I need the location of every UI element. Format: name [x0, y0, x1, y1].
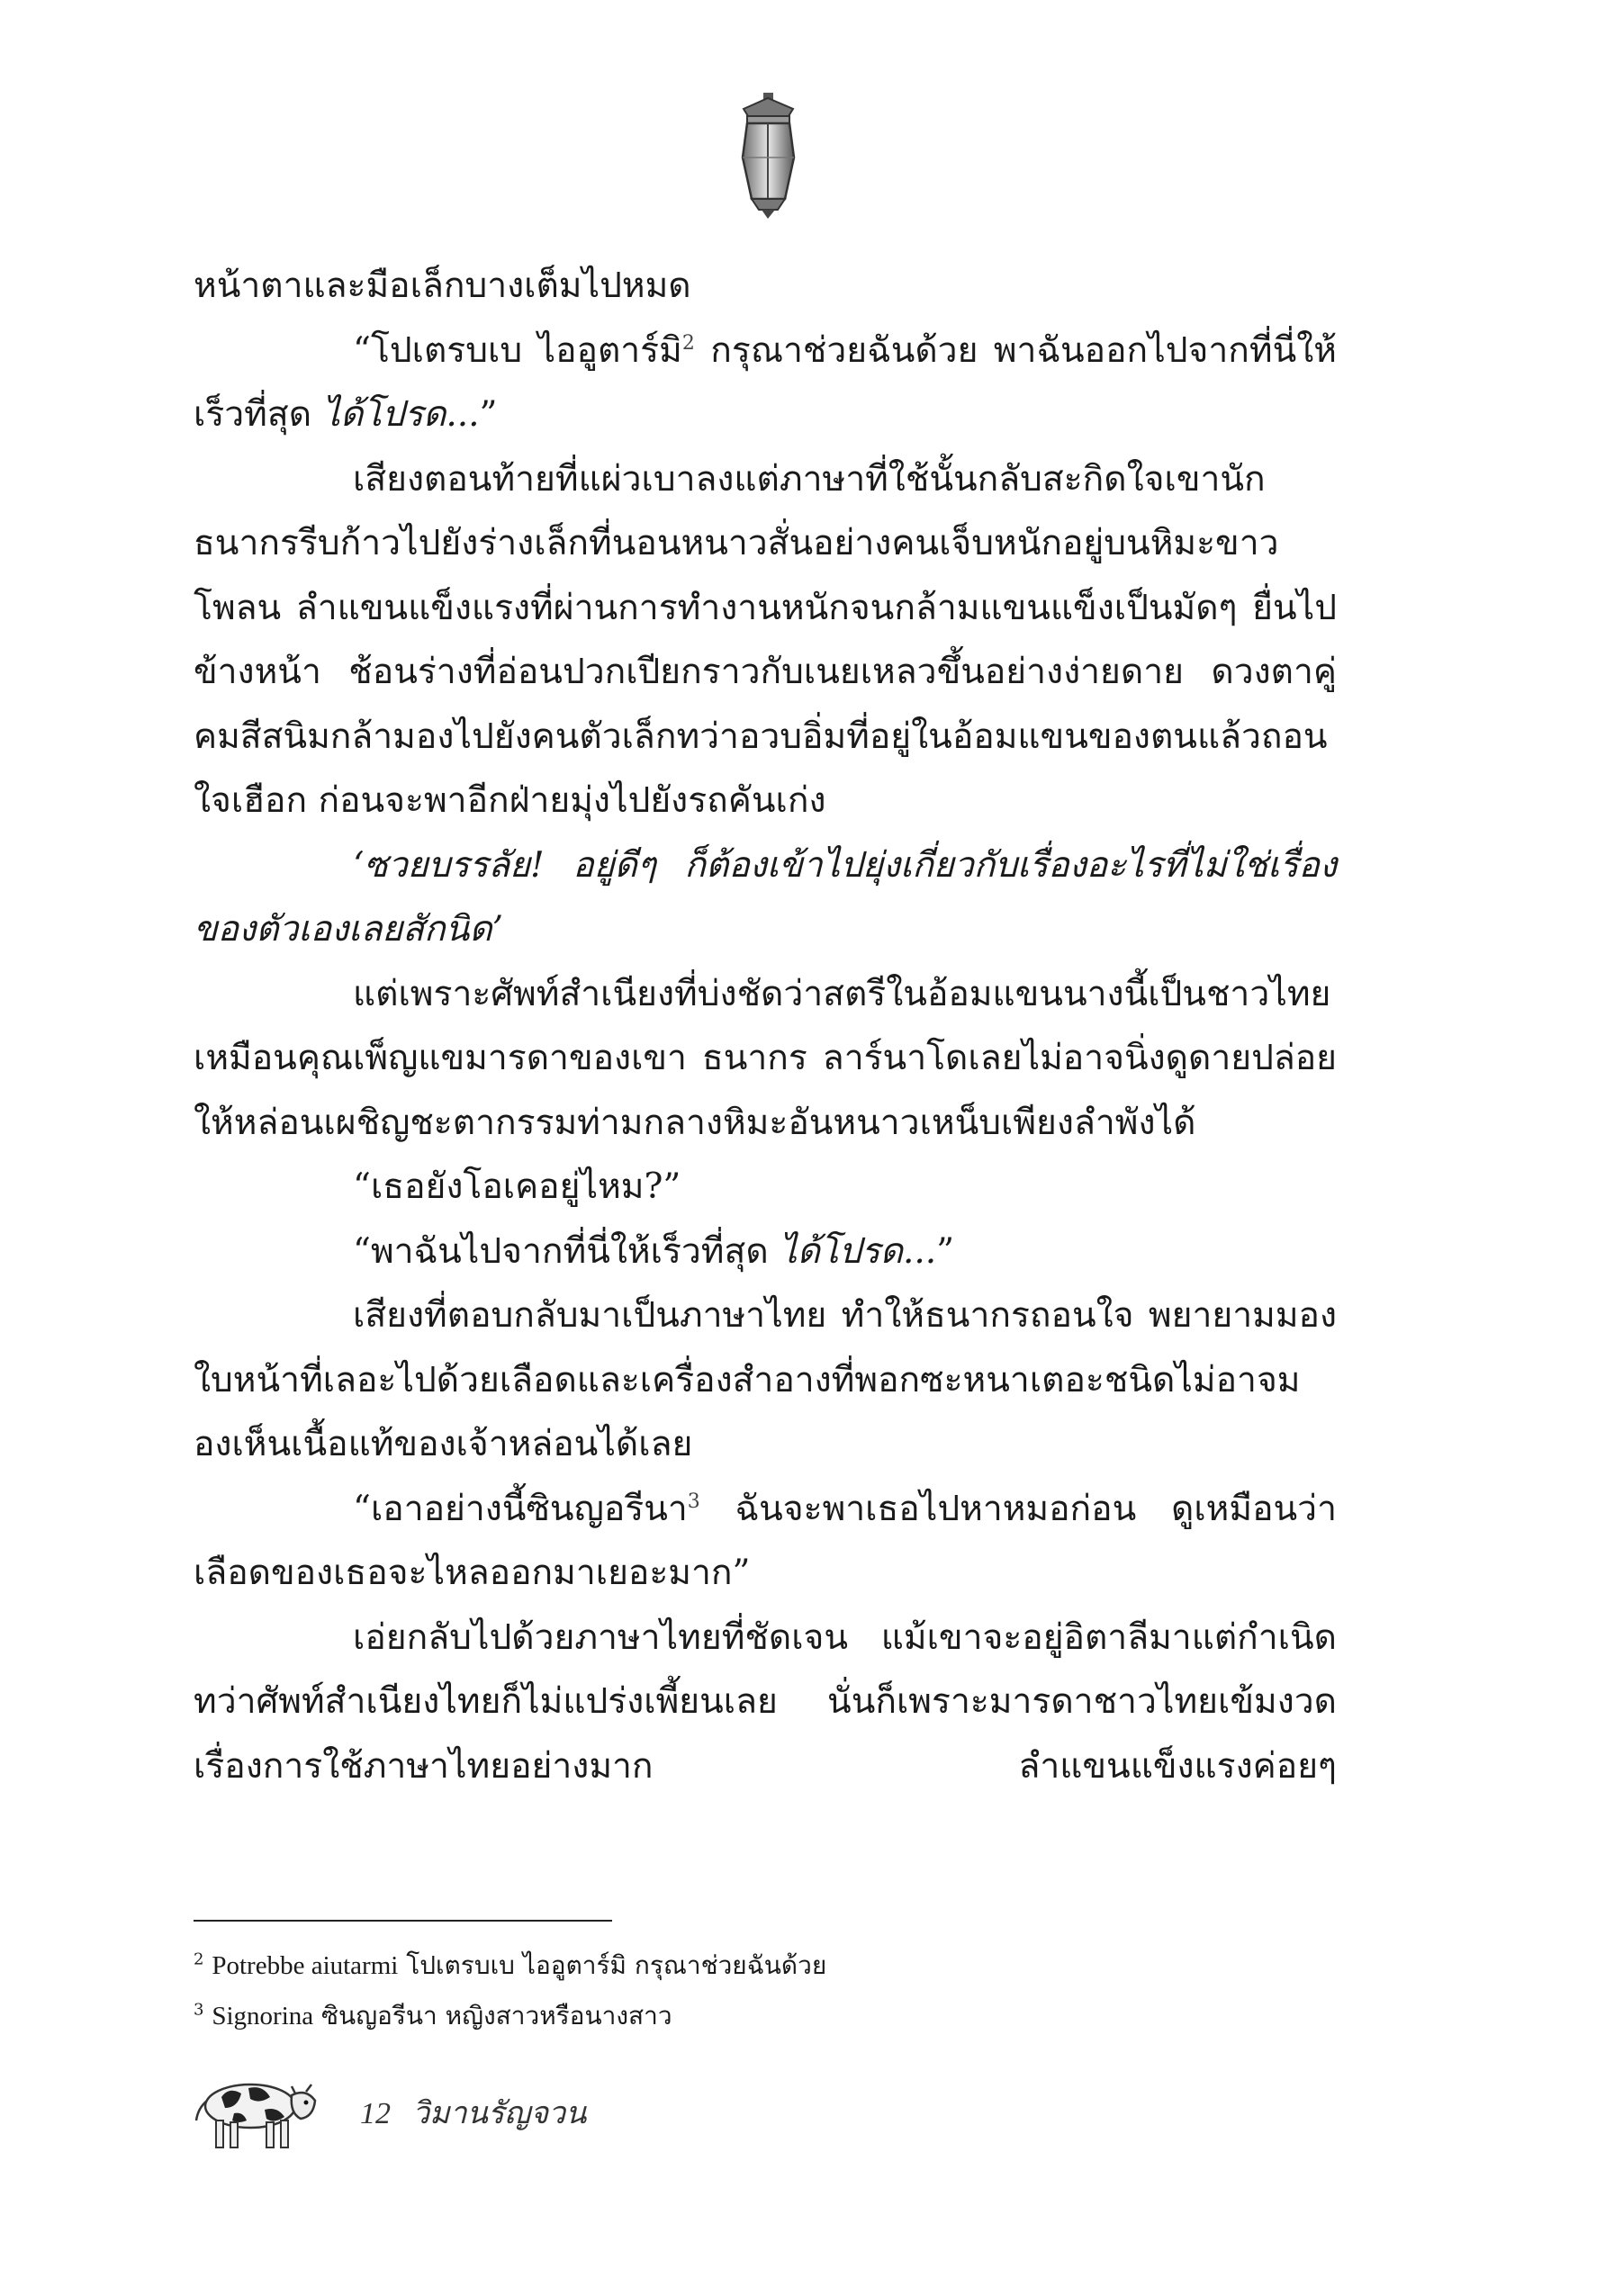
footnote-marker: 3 [687, 1490, 700, 1513]
paragraph-text: เสียงที่ตอบกลับมาเป็นภาษาไทย ทำให้ธนากรถอนใจ พยายามมองใบหน้าที่เลอะไปด้วยเลือดและเครื่องสำอางที่พอกซะหนาเตอะชนิดไม่อาจมองเห็นเนื้อแท้ของเจ้าหล่อนได้เลย [194, 1295, 1337, 1464]
paragraph-text: ฉันจะพาเธอไปหาหมอก่อน ดูเหมือนว่าเลือดของเธอจะไหลออกมาเยอะมาก” [194, 1488, 1337, 1593]
footnote [194, 1940, 1274, 1991]
paragraph-text-italic: ‘ซวยบรรลัย! อยู่ดีๆ ก็ต้องเข้าไปยุ่งเกี่ยวกับเรื่องอะไรที่ไม่ใช่เรื่องของตัวเองเลยสักนิด’ [194, 844, 1337, 950]
cow-icon [191, 2066, 319, 2152]
paragraph-text: “เอาอย่างนี้ซินญอรีนา [353, 1488, 688, 1529]
footnote-text: โปเตรบเบ ไออูตาร์มิ กรุณาช่วยฉันด้วย [406, 1950, 827, 1980]
body-text [194, 254, 1337, 1798]
paragraph [194, 319, 1337, 447]
paragraph [194, 1283, 1337, 1477]
footnote-text: ซินญอรีนา หญิงสาวหรือนางสาว [321, 2001, 672, 2030]
paragraph [194, 1155, 1337, 1220]
paragraph-text-italic: ได้โปรด... [322, 394, 480, 435]
paragraph-text: กรุณาช่วยฉันด้วย พาฉันออกไปจากที่นี่ให้เร็วที่สุด [194, 329, 1337, 435]
footnote-term: Potrebbe aiutarmi [212, 1951, 399, 1980]
paragraph [194, 254, 1337, 319]
page-footer [360, 2088, 586, 2137]
paragraph [194, 833, 1337, 962]
footnote-divider [194, 1920, 612, 1922]
page-number: 12 [360, 2097, 391, 2130]
footnotes [194, 1940, 1274, 2041]
paragraph [194, 962, 1337, 1156]
paragraph-text: แต่เพราะศัพท์สำเนียงที่บ่งชัดว่าสตรีในอ้อมแขนนางนี้เป็นชาวไทยเหมือนคุณเพ็ญแขมารดาของเขา ธนากร ลาร์นาโดเลยไม่อาจนิ่งดูดายปล่อยให้หล่อนเผชิญชะตากรรมท่ามกลางหิมะอันหนาวเหน็บเพียงลำพังได้ [194, 973, 1337, 1143]
paragraph-text: ” [479, 394, 498, 435]
paragraph-text: หน้าตาและมือเล็กบางเต็มไปหมด [194, 266, 691, 306]
paragraph-text: เสียงตอนท้ายที่แผ่วเบาลงแต่ภาษาที่ใช้นั้นกลับสะกิดใจเขานัก ธนากรรีบก้าวไปยังร่างเล็กที่นอนหนาวสั่นอย่างคนเจ็บหนักอยู่บนหิมะขาวโพลน ลำแขนแข็งแรงที่ผ่านการทำงานหนักจนกล้ามแขนแข็งเป็นมัดๆ ยื่นไปข้างหน้า ช้อนร่างที่อ่อนปวกเปียกราวกับเนยเหลวขึ้นอย่างง่ายดาย ดวงตาคู่คมสีสนิมกล้ามองไปยังคนตัวเล็กทว่าอวบอิ่มที่อยู่ในอ้อมแขนของตนแล้วถอนใจเฮือก ก่อนจะพาอีกฝ่ายมุ่งไปยังรถคันเก่ง [194, 458, 1337, 821]
lantern-icon [726, 93, 811, 219]
paragraph [194, 447, 1337, 833]
footnote [194, 1991, 1274, 2041]
paragraph-text: “เธอยังโอเคอยู่ไหม?” [353, 1166, 681, 1207]
paragraph-text: “โปเตรบเบ ไออูตาร์มิ [353, 329, 682, 371]
paragraph [194, 1477, 1337, 1606]
paragraph-text: “พาฉันไปจากที่นี่ให้เร็วที่สุด [353, 1230, 769, 1272]
paragraph-text: เอ่ยกลับไปด้วยภาษาไทยที่ชัดเจน แม้เขาจะอยู่อิตาลีมาแต่กำเนิด ทว่าศัพท์สำเนียงไทยก็ไม่แปร่งเพี้ยนเลย นั่นก็เพราะมารดาชาวไทยเข้มงวดเรื่องการใช้ภาษาไทยอย่างมาก ลำแขนแข็งแรงค่อยๆ [194, 1616, 1337, 1787]
paragraph [194, 1220, 1337, 1284]
paragraph [194, 1606, 1337, 1799]
footnote-number: 3 [194, 2000, 204, 2020]
paragraph-text-italic: ได้โปรด... [780, 1230, 937, 1272]
paragraph-text: ” [936, 1230, 955, 1272]
footnote-number: 2 [194, 1949, 204, 1969]
footnote-term: Signorina [212, 2002, 314, 2030]
footnote-marker: 2 [681, 331, 695, 355]
book-title: วิมานรัญจวน [412, 2095, 587, 2131]
